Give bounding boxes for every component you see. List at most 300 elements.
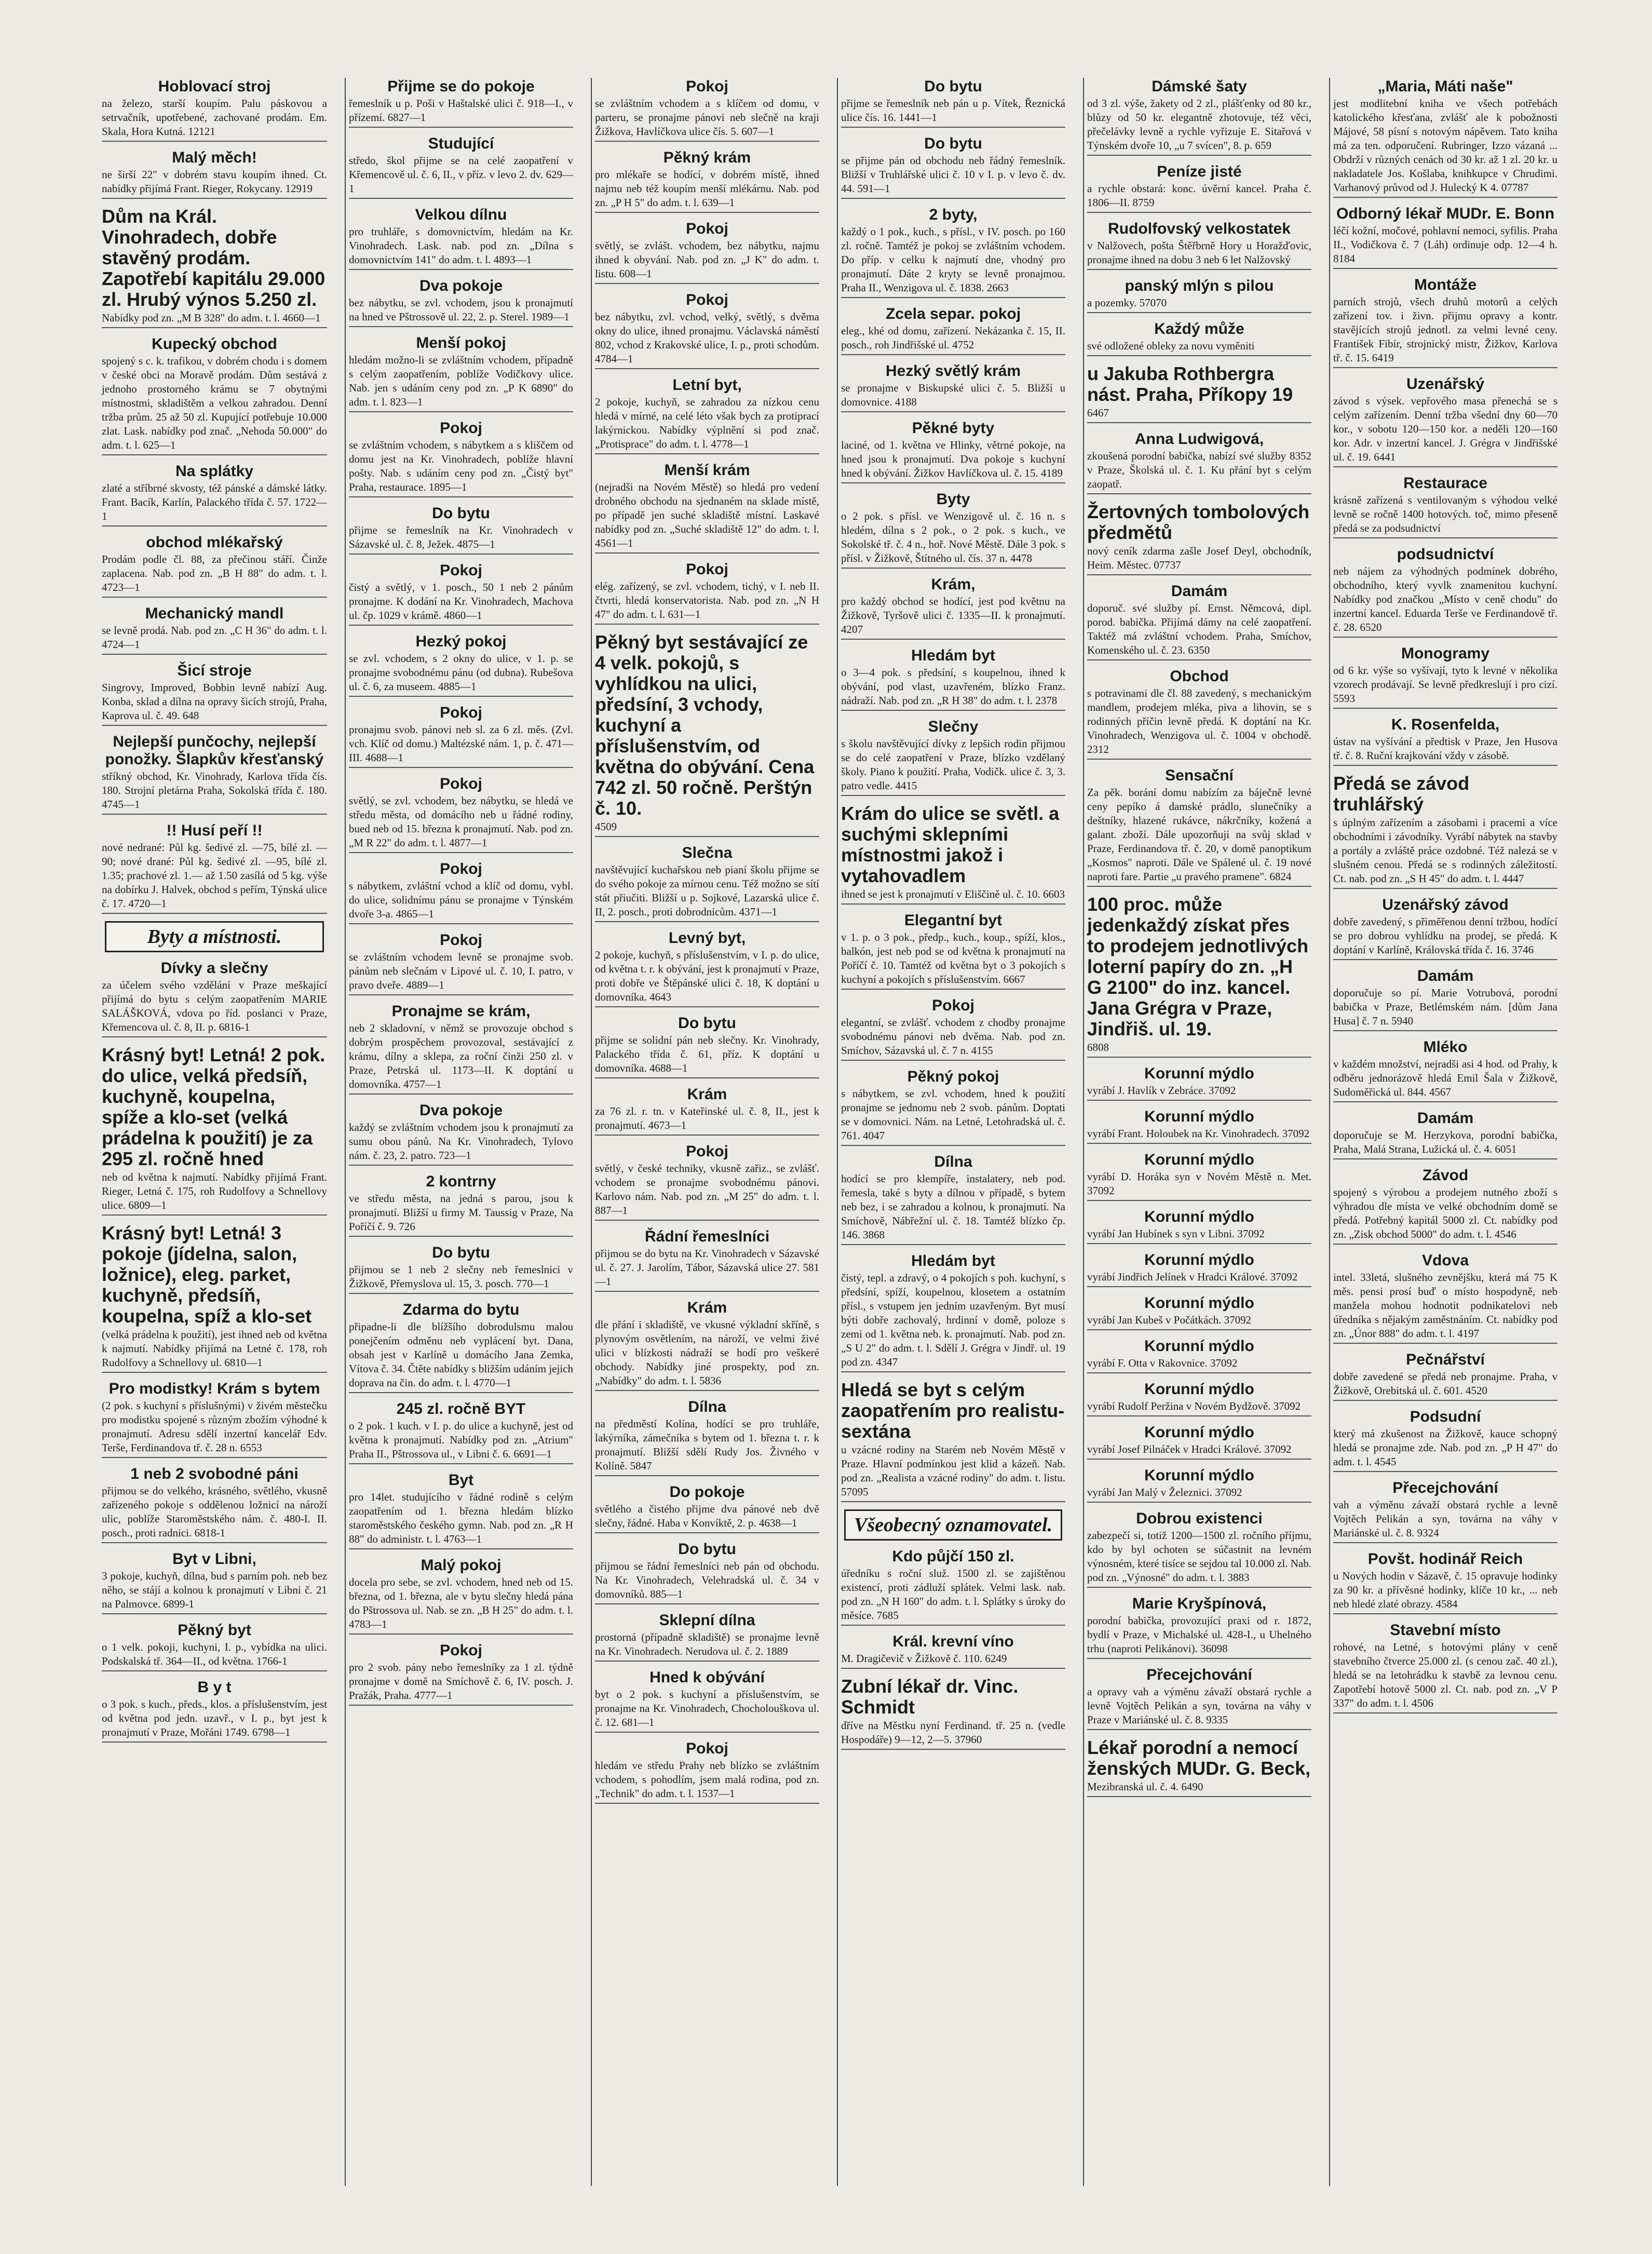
classified-ad (1333, 1038, 1558, 1102)
ad-divider (1087, 312, 1311, 313)
ad-body: o 3—4 pok. s předsíní, s koupelnou, ihned k obývání, pod vlast, uzavřeném, blízko Franz. nádraží. Nab. pod zn. „R H 38" do adm. t. l. 2378 (841, 666, 1065, 707)
ad-title: Přijme se do pokoje (387, 78, 535, 95)
ad-divider (349, 554, 573, 555)
ad-divider (1087, 355, 1311, 356)
ad-divider (1087, 659, 1311, 660)
ad-body: se zvláštním vchodem levně se pronajme svob. pánům neb slečnám v Lipové ul. č. 10, I. patro, v pravo dveře. 4889—1 (349, 951, 573, 991)
ad-divider (349, 994, 573, 995)
ad-divider (1087, 1243, 1311, 1244)
column-4 (837, 78, 1068, 2186)
ad-body: za 76 zl. r. tn. v Kateřinské ul. č. 8, II., jest k pronajmutí. 4673—1 (595, 1105, 819, 1131)
ad-divider (595, 1077, 819, 1078)
ad-title: Korunní mýdlo (1144, 1065, 1254, 1082)
ad-divider (595, 368, 819, 369)
ad-body: neb od května k najmutí. Nabídky přijímá Frant. Rieger, Letná č. 175, roh Rudolfovy a Schnellovy ulice. 6809—1 (102, 1171, 327, 1211)
ad-title: Uzenářský závod (1382, 896, 1509, 913)
ad-title: Do bytu (432, 1244, 490, 1261)
ad-divider (841, 1749, 1065, 1750)
classified-ad (841, 1633, 1065, 1669)
ad-body: stříkný obchod, Kr. Vinohrady, Karlova třída čís. 180. Strojní pletárna Praha, Sokolská třída č. 180. 4745—1 (102, 770, 327, 811)
ad-title: Sensační (1165, 767, 1234, 784)
classified-ad (102, 1380, 327, 1458)
ad-divider (1087, 269, 1311, 270)
ad-divider (349, 1548, 573, 1549)
classified-ad (1333, 1167, 1558, 1245)
ad-title: Korunní mýdlo (1144, 1424, 1254, 1441)
newspaper-page (99, 78, 1568, 2186)
ad-title: Korunní mýdlo (1144, 1467, 1254, 1484)
classified-ad (349, 1102, 573, 1166)
ad-divider (349, 127, 573, 128)
ad-body: 2 pokoje, kuchyň, s příslušenstvím, v I. p. do ulice, od května t. r. k obývání, jest k pronajmutí v Praze, proti dobře ve Štěpánské ulici č. 18, K doptání u domovníka. 4643 (595, 949, 819, 1003)
ad-title: Do bytu (432, 505, 490, 522)
ad-divider (102, 454, 327, 455)
ad-body: u Nových hodin v Sázavě, č. 15 opravuje hodinky za 90 kr. a přívěsné hodinky, klíče 10 kr., ... neb neb hledé zlaté obrazy. 4584 (1333, 1570, 1558, 1610)
classified-ad (595, 1483, 819, 1533)
ad-divider (349, 1293, 573, 1294)
ad-title: Byty (936, 491, 970, 508)
ad-divider (1333, 765, 1558, 766)
ad-divider (102, 1036, 327, 1037)
classified-ad (1087, 1294, 1311, 1330)
ad-title: Malý měch! (172, 149, 257, 166)
ad-body: přijmou se 1 neb 2 slečny neb řemeslnici v Žižkově, Přemyslova ul. 15, 3. posch. 770—1 (349, 1263, 573, 1290)
ad-divider (349, 767, 573, 768)
ad-body: byt o 2 pok. s kuchyní a příslušenstvím, se pronajme na Kr. Vinohradech, Chocholouškova ul. č. 12. 681—1 (595, 1688, 819, 1729)
classified-ad (595, 1015, 819, 1078)
ad-divider (349, 1705, 573, 1706)
ad-title: Damám (1417, 1110, 1474, 1127)
classified-ad (1333, 1479, 1558, 1543)
ad-title: 2 byty, (929, 206, 978, 223)
ad-divider (349, 1236, 573, 1237)
ad-body: neb 2 skladovní, v němž se provozuje obchod s dobrým prospěchem provozoval, sestávající z krámu, dílny a sklepa, za roční činži 250 zl. v Praze, Petrská ul. 1173—II. K doptání u domovníka. 4757—1 (349, 1022, 573, 1090)
ad-divider (1087, 212, 1311, 213)
ad-body: a pozemky. 57070 (1087, 296, 1167, 309)
ad-divider (595, 453, 819, 454)
ad-title: Předá se závod truhlářský (1333, 773, 1470, 815)
ad-title: Krám (687, 1299, 727, 1316)
ad-body: vyrábí Jan Hubínek s syn v Libni. 37092 (1087, 1227, 1265, 1240)
ad-divider (1333, 268, 1558, 269)
ad-divider (1087, 886, 1311, 887)
classified-ad (102, 822, 327, 914)
ad-body: vyrábí Frant. Holoubek na Kr. Vinohradech. 37092 (1087, 1127, 1310, 1140)
ad-body: přijme se řemeslník na Kr. Vinohradech v Sázavské ul. č. 8, Ježek. 4875—1 (349, 524, 573, 550)
ad-body: středo, škol přijme se na celé zaopatření v Křemencově ul. č. 6, II., v příz. v levo 2. dv. 629—1 (349, 154, 573, 195)
classified-ad (349, 277, 573, 327)
ad-divider (1087, 1143, 1311, 1144)
ad-divider (595, 1135, 819, 1136)
ad-title: Nejlepší punčochy, nejlepší ponožky. Šlapkův křesťanský (105, 733, 324, 768)
classified-ad (1087, 1595, 1311, 1659)
ad-body: přijme se řemeslník neb pán u p. Vítek, Řeznická ulice čís. 16. 1441—1 (841, 97, 1065, 124)
ad-body: elég. zařízený, se zvl. vchodem, tichý, v I. neb II. čtvrti, hledá konservatorista. Nab. pod zn. „N H 47" do adm. t. l. 631—1 (595, 580, 819, 620)
ad-body: s nábytkem, se zvl. vchodem, hned k použití pronajme se jednomu neb 2 svob. pánům. Doptati se v domovnici. Nám. na Letné, Letohradská ul. č. 761. 4047 (841, 1087, 1065, 1142)
classified-ad (349, 704, 573, 768)
ad-divider (349, 852, 573, 853)
ad-body: který má zkušenost na Žižkově, kauce schopný hledá se pronajme zde. Nab. pod zn. „P H 47" do adm. t. l. 4545 (1333, 1427, 1558, 1468)
ad-divider (102, 1542, 327, 1543)
ad-title: Král. krevní víno (892, 1633, 1014, 1650)
ad-title: Sklepní dílna (659, 1612, 755, 1629)
ad-title: Byt v Libni, (172, 1550, 256, 1568)
ad-body: světlý, v české techniky, vkusně zařiz., se zvlášť. vchodem se pronajme svobodnému pánovi. Karlovo nám. Nab. pod zn. „M 25" do adm. t. l. 887—1 (595, 1162, 819, 1217)
classified-ad (1087, 668, 1311, 760)
classified-ad (1087, 1424, 1311, 1460)
ad-body: se zvl. vchodem, s 2 okny do ulice, v 1. p. se pronajme svobodnému pánu (od dubna). Rubešova ul. č. 6, za museem. 4885—1 (349, 652, 573, 693)
ad-body: (velká prádelna k použití), jest ihned neb od května k najmutí. Nabídky přijímá na Letné č. 178, roh Rudolfovy a Schnellovy ul. 6810—1 (102, 1328, 327, 1369)
ad-body: připadne-li dle blížšího dobrodulsmu malou ponejčením odměnu neb vyplácení byt. Dana, obsah jest v Karlíně u domácího Jana Zemka, Vítova č. 34. Čtěte nabídky s bližším udáním jejich doprava na čin. do adm. t. l. 4770—1 (349, 1320, 573, 1389)
ad-title: Rudolfovský velkostatek (1108, 220, 1291, 237)
classified-ad (595, 78, 819, 142)
classified-ad (349, 505, 573, 555)
ad-title: Hledám byt (911, 647, 995, 664)
ad-body: v každém množství, nejradši asi 4 hod. od Prahy, k odběru jednorázově hledá Emil Šala v Žižkově, Sudoměřická ul. 844. 4567 (1333, 1058, 1558, 1098)
ad-body: 6808 (1087, 1041, 1109, 1054)
classified-ad (349, 135, 573, 199)
ad-divider (349, 1392, 573, 1393)
ad-title: Dámské šaty (1152, 78, 1247, 95)
classified-ad (841, 1153, 1065, 1245)
ad-title: Uzenářský (1406, 375, 1485, 393)
ad-body: řemeslník u p. Poši v Haštalské ulici č. 918—I., v přízemí. 6827—1 (349, 97, 573, 124)
ad-body: o 2 pok. s přísl. ve Wenzigově ul. č. 16 n. s hledém, dílna s 2 pok., o 2 pok. s kuch., ve Sokolské tř. č. 4 n., hoř. Nové Městě. Dále 3 pok. s přísl. v Žižkově, Štítného ul. čís. 37 n. 4478 (841, 510, 1065, 564)
ad-title: Žertovných tombolových předmětů (1087, 501, 1310, 543)
ad-body: s úplným zařízením a zásobami i pracemi a více obchodními i závodníky. Vyrábí nábytek na stavby a portály a zvláště práce ozdobné. Též nalezá se v slušném cenou. Předá se s rodinných záležitostí. Ct. nab. pod zn. „S H 45" do adm. t. l. 4447 (1333, 816, 1558, 885)
ad-divider (102, 1457, 327, 1458)
classified-ad (102, 534, 327, 598)
ad-title: Krásný byt! Letná! 2 pok. do ulice, velká předsíň, kuchyně, koupelna, spíže a klo-set (velká prádelna k použití) je za 295 zl. ročně hned (102, 1044, 326, 1169)
classified-ad (841, 912, 1065, 990)
ad-title: Byt (448, 1472, 474, 1489)
ad-body: spojený s c. k. trafikou, v dobrém chodu i s domem v české obci na Moravě prodám. Dům sestává z jednoho prostorného krámu se 7 obytnými místnostmi, skladištěm a velkou zahradou. Denní tržba prům. 25 až 50 zl. Kupující potřebuje 10.000 zlat. Lask. nabídky pod znač. „Nehoda 50.000" do adm. t. l. 625—1 (102, 355, 327, 451)
classified-ad (1333, 1408, 1558, 1472)
ad-divider (841, 1060, 1065, 1061)
ad-divider (102, 1372, 327, 1373)
ad-title: Pro modistky! Krám s bytem (109, 1380, 320, 1397)
classified-ad (1087, 1208, 1311, 1244)
classified-ad (349, 860, 573, 924)
ad-body: (2 pok. s kuchyní s příslušnými) v živém městečku pro modistku spojené s různým zbožím výhodné k pronajmutí. Adresu sdělí inzertní kancelář Edv. Terše, Ferdinandova tř. č. 28 n. 6553 (102, 1399, 327, 1454)
ad-divider (1333, 1400, 1558, 1401)
ad-body: doporučuje se M. Herzykova, porodní babička, Praha, Malá Strana, Lužická ul. č. 4. 6051 (1333, 1129, 1558, 1155)
ad-divider (841, 127, 1065, 128)
ad-body: Za pěk. borání domu nabízím za báječně levné ceny pepíko á damské prádlo, slunečníky a deštníky, hlazené rukávce, nákrčníky, kožená a galant. zboží. Dále upozorňuji na svůj sklad v Praze, Ferdinandova tř. č. 20, v domě panoptikum „Kosmos" naproti. Dále ve Spálené ul. č. 19 nové naproti fare. Partie „u pravého pramene". 6824 (1087, 786, 1311, 883)
classified-ad (1333, 896, 1558, 960)
ad-divider (349, 411, 573, 412)
classified-ad (841, 1252, 1065, 1372)
ad-body: doporuč. své služby pí. Ernst. Němcová, dipl. porod. babička. Přijímá dámy na celé zaopatření. Taktéž má zvláštní vchodem. Praha, Smíchov, Komenského ul. č. 23. 6350 (1087, 602, 1311, 656)
classified-ad (841, 491, 1065, 569)
column-3 (591, 78, 822, 2186)
ad-title: Hoblovací stroj (158, 78, 271, 95)
ad-divider (595, 1532, 819, 1533)
classified-ad (1333, 276, 1558, 368)
classified-ad (102, 960, 327, 1037)
ad-title: Odborný lékař MUDr. E. Bonn (1336, 205, 1555, 222)
classified-ad (841, 718, 1065, 796)
ad-divider (841, 795, 1065, 796)
classified-ad (1333, 546, 1558, 638)
classified-ad (595, 1086, 819, 1136)
ad-body: na železo, starší koupím. Palu páskovou a setrvačník, upotřebené, zachované prodám. Em. Skala, Hora Kutná. 12121 (102, 97, 327, 138)
classified-ad (841, 420, 1065, 483)
ad-divider (1087, 1658, 1311, 1659)
classified-ad (595, 929, 819, 1007)
ad-body: vyrábí Rudolf Peržina v Novém Bydžově. 37092 (1087, 1400, 1301, 1412)
ad-body: krásně zařízená s ventilovaným s výhodou velké levně se ročně 1400 hotových. toč, mimo přeseně předá se za podsudnictví (1333, 494, 1558, 534)
ad-title: Pokoj (686, 220, 728, 237)
ad-title: Menší krám (664, 462, 750, 479)
ad-title: Montáže (1414, 276, 1477, 293)
classified-ad (1087, 1381, 1311, 1416)
ad-title: Marie Kryšpínová, (1132, 1595, 1267, 1612)
ad-body: vyrábí Jan Kubeš v Počátkách. 37092 (1087, 1314, 1252, 1326)
classified-ad (595, 1299, 819, 1391)
ad-title: Dobrou existenci (1136, 1510, 1263, 1527)
ad-body: nové nedrané: Půl kg. šedivé zl. —75, bílé zl. —90; nové drané: Půl kg. šedivé zl. —95, bílé zl. 1.35; prachové zl. 1.— až 1.50 zasílá od 5 kg. výše na dobírku J. Halvek, obchod s peřím, Týnská ulice č. 17. 4720—1 (102, 841, 327, 910)
ad-title: u Jakuba Rothbergra nást. Praha, Příkopy 19 (1087, 363, 1293, 405)
ad-body: od 3 zl. výše, žakety od 2 zl., plášťenky od 80 kr., blůzy od 50 kr. elegantně zhotovuje, též věci, přečelávky levně a rychle vyřizuje E. Sitařová v Týnském dvoře 10, „u 7 svícen", 8. p. 659 (1087, 97, 1311, 152)
classified-ad (102, 605, 327, 655)
ad-title: Zubní lékař dr. Vinc. Schmidt (841, 1676, 1019, 1718)
ad-divider (1333, 1101, 1558, 1102)
ad-body: spojený s výrobou a prodejem nutného zboží s výhradou dle místa ve velké obchodním domě se předá. Potřebný kapitál 5000 zl. Ct. nabídky pod zn. „Zisk obchod 5000" do adm. t. l. 4546 (1333, 1186, 1558, 1240)
classified-ad (595, 561, 819, 625)
ad-title: Podsudní (1410, 1408, 1481, 1425)
ad-body: zlaté a stříbrné skvosty, též pánské a dámské látky. Frant. Bacík, Karlín, Palackého třída č. 57. 1722—1 (102, 482, 327, 522)
classified-ad (1087, 277, 1311, 313)
ad-title: panský mlýn s pilou (1125, 277, 1274, 294)
ad-divider (595, 1390, 819, 1391)
ad-body: navštěvující kuchařskou neb pianí školu přijme se do svého pokoje za mírnou cenu. Též možno se sítí stát přiučiti. Bližší u p. Sojkové, Lazarská ulice č. II, 2. posch., proti dobrodnicům. 4371—1 (595, 863, 819, 918)
ad-title: Pokoj (686, 1143, 728, 1160)
ad-body: přijmou se řádní řemeslníci neb pán od obchodu. Na Kr. Vinohradech, Velehradská ul. č. 34 v domovníků. 885—1 (595, 1560, 819, 1600)
ad-title: Do bytu (924, 135, 982, 152)
ad-title: Levný byt, (668, 929, 746, 947)
ad-body: zkoušená porodní babička, nabízí své služby 8352 v Praze, Školská ul. č. 1. Ku přání byt s celým zaopatř. (1087, 450, 1311, 490)
classified-ad (1333, 1351, 1558, 1401)
ad-divider (1333, 1613, 1558, 1614)
classified-ad (595, 1612, 819, 1662)
ad-title: Mléko (1423, 1038, 1468, 1056)
classified-ad (595, 1228, 819, 1292)
ad-divider (1087, 1796, 1311, 1797)
ad-divider (102, 814, 327, 815)
classified-ad (1333, 1252, 1558, 1344)
ad-body: vyrábí Jindřich Jelínek v Hradci Králové. 37092 (1087, 1271, 1298, 1283)
ad-title: Obchod (1170, 668, 1229, 685)
ad-body: vyrábí F. Otta v Rakovnice. 37092 (1087, 1357, 1238, 1369)
classified-ad (595, 632, 819, 837)
classified-ad (102, 78, 327, 142)
ad-body: pronajmu svob. pánovi neb sl. za 6 zl. měs. (Zvl. vch. Klíč od domu.) Maltézské nám. 1, p. č. 471—III. 4688—1 (349, 723, 573, 764)
classified-ad (349, 1557, 573, 1635)
ad-divider (595, 1803, 819, 1804)
ad-body: elegantní, se zvlášť. vchodem z chodby pronajme svobodnému pánovi neb dvěma. Nab. pod zn. Smíchov, Sázavská ul. č. 7 n. 4155 (841, 1016, 1065, 1057)
classified-ad (349, 334, 573, 412)
classified-ad (102, 1223, 327, 1373)
ad-divider (102, 141, 327, 142)
ad-title: Do bytu (678, 1541, 736, 1558)
ad-divider (1087, 1415, 1311, 1416)
column-6 (1329, 78, 1561, 2186)
classified-ad (102, 206, 327, 328)
ad-body: s školu navštěvující dívky z lepšich rodin přijmou se do celé zaopatření v Praze, blízko vzdělaný školy. Piano k použití. Praha, Vodičk. ulice č. 3, 3. patro vedle. 4415 (841, 737, 1065, 792)
section-heading: Všeobecný oznamovatel. (844, 1509, 1062, 1541)
classified-ad (349, 206, 573, 270)
ad-divider (1087, 422, 1311, 423)
classified-ad (841, 1380, 1065, 1502)
ad-divider (1333, 367, 1558, 368)
ad-divider (1087, 1100, 1311, 1101)
ad-title: Dílna (934, 1153, 972, 1170)
ad-body: za účelem svého vzdělání v Praze meškající přijímá do bytu s celým zaopatřením MARIE SALÁŠKOVÁ, vdova po říd. poslanci v Praze, Křemencova ul. č. 8, II. p. 6816-1 (102, 979, 327, 1033)
ad-title: Korunní mýdlo (1144, 1208, 1254, 1225)
classified-ad (1333, 967, 1558, 1031)
ad-body: pro truhláře, s domovnictvím, hledám na Kr. Vinohradech. Lask. nab. pod zn. „Dílna s domovnictvím 141" do adm. t. l. 4893—1 (349, 225, 573, 266)
ad-body: Singrovy, Improved, Bobbin levně nabízí Aug. Konba, sklad a dílna na opravy šicích strojů, Praha, Kaprova ul. č. 49. 648 (102, 681, 327, 722)
classified-ad (1087, 1510, 1311, 1588)
ad-divider (1333, 637, 1558, 638)
ad-body: jest modlitební kniha ve všech potřebách katolického křesťana, zvlášť ale k pobožnosti Májové, 58 písní s notovým nápěvem. Tato kniha má za ten. odporučení. Rubringer, Izzo vázaná ... Obdrží v různých cenách od 30 kr. až 1 zl. 20 kr. u nakladatele Jos. Košlaba, knihkupce v Chrudimi. Varhanový průvod od J. Hulecký K 4. 07787 (1333, 97, 1558, 194)
classified-ad (1087, 1065, 1311, 1101)
ad-body: úředníku s roční služ. 1500 zl. se zajištěnou existencí, proti zádluží splátek. Velmi lask. nab. pod zn. „N H 160" do adm. t. l. Splátky s úroky do měsíce. 7685 (841, 1567, 1065, 1622)
ad-body: M. Dragičevič v Žižkově č. 110. 6249 (841, 1652, 1007, 1665)
ad-body: ne širší 22" v dobrém stavu koupím ihned. Ct. nabídky přijímá Frant. Rieger, Rokycany. 12919 (102, 168, 327, 195)
classified-ad (349, 775, 573, 853)
classified-ad (349, 633, 573, 697)
ad-divider (102, 1742, 327, 1743)
classified-ad (102, 662, 327, 726)
classified-ad (349, 420, 573, 497)
ad-title: Přecejchování (1146, 1666, 1252, 1683)
ad-divider (841, 1668, 1065, 1669)
ad-title: Monogramy (1401, 645, 1489, 662)
ad-title: Peníze jisté (1157, 163, 1242, 180)
ad-divider (841, 639, 1065, 640)
ad-title: Studující (428, 135, 494, 152)
classified-ad (595, 1541, 819, 1604)
ad-body: o 2 pok. 1 kuch. v I. p. do ulice a kuchyně, jest od května k pronajmutí. Nabídky pod zn. „Atrium" Praha II., Pštrossova ul., v Libni č. 6. 6691—1 (349, 1420, 573, 1460)
ad-divider (102, 525, 327, 527)
ad-title: „Maria, Máti naše" (1377, 78, 1513, 95)
ad-title: B y t (197, 1679, 232, 1696)
classified-ad (1333, 475, 1558, 538)
classified-ad (102, 149, 327, 199)
ad-title: Krám, (931, 576, 976, 593)
ad-divider (841, 1244, 1065, 1245)
ad-body: hledám možno-li se zvláštním vchodem, případně s celým zaopatřením, poblíže Vodičkovy ulice. Nab. jen s udáním ceny pod zn. „P K 6890" do adm. t. l. 823—1 (349, 354, 573, 408)
ad-body: své odložené obleky za novu vyměniti (1087, 340, 1255, 352)
ad-title: Zcela separ. pokoj (885, 305, 1021, 322)
ad-title: Korunní mýdlo (1144, 1108, 1254, 1125)
ad-title: Restaurace (1403, 475, 1487, 492)
ad-body: se zvláštním vchodem a s klíčem od domu, v parteru, se pronajme pánovi neb slečně na kraji Žižkova, Havlíčkova ulice čís. 5. 607—1 (595, 97, 819, 138)
ad-divider (841, 903, 1065, 905)
ad-title: Dva pokoje (419, 1102, 503, 1119)
ad-divider (1333, 1343, 1558, 1344)
ad-title: Damám (1171, 583, 1228, 600)
ad-body: parních strojů, všech druhů motorů a celých zařízení tov. i živn. přijmu opravy a kontr. stavějících strojů jednotl. za velmi levné ceny. František Fibír, strojnický mistr, Žižkov, Karlova tř. č. 15. 6419 (1333, 295, 1558, 364)
classified-ad (595, 1669, 819, 1733)
ad-divider (1333, 1542, 1558, 1543)
classified-ad (102, 1679, 327, 1743)
classified-ad (102, 1550, 327, 1614)
ad-title: 245 zl. ročně BYT (396, 1400, 526, 1418)
classified-ad (1087, 583, 1311, 660)
ad-body: světlý, se zvlášt. vchodem, bez nábytku, najmu ihned k obyvání. Nab. pod zn. „J K" do adm. t. listu. 608—1 (595, 239, 819, 280)
ad-body: nový ceník zdarma zašle Josef Deyl, obchodník, Heim. Městec. 07737 (1087, 545, 1311, 571)
ad-title: Slečna (682, 844, 733, 861)
ad-divider (102, 597, 327, 598)
ad-title: 2 kontrny (426, 1173, 496, 1190)
ad-divider (1087, 1587, 1311, 1588)
ad-divider (349, 923, 573, 924)
ad-divider (841, 482, 1065, 483)
ad-body: 2 pokoje, kuchyň, se zahradou za nízkou cenu hledá v mírné, na celé léto však bych za protiprací lakýrnickou. Nabídky výplnění si pod znač. „Protisprace" do adm. t. l. 4778—1 (595, 396, 819, 450)
ad-divider (349, 326, 573, 327)
ad-body: bez nábytku, zvl. vchod, velký, světlý, s dvěma okny do ulice, ihned pronajmu. Václavská náměstí 802, vchod z Krakovské ulice, I. p., proti schodům. 4784—1 (595, 311, 819, 365)
ad-body: čistý, tepl. a zdravý, o 4 pokojích s poh. kuchyní, s předsíní, spíží, koupelnou, klosetem a ostatním přísl., s vstupem jen jedním uzavřeným. Byt musí býti dobře zachovalý, hrdinní v domě, poloze s zemi od 1. května neb. k. pronajmutí. Nab. pod zn. „S U 2" do adm. t. l. Sdělí J. Grégra v Jindř. ul. 19 pod zn. 4347 (841, 1272, 1065, 1368)
classified-ad (1087, 163, 1311, 213)
ad-title: Krásný byt! Letná! 3 pokoje (jídelna, salon, ložnice), eleg. parket, kuchyně, předsíň, koupelna, spíž a klo-set (102, 1222, 312, 1327)
ad-body: dle přání i skladiště, ve vkusné výkladní skříně, s plynovým osvětlením, na nároží, ve velmi živé ulici v blízkosti nádraží se hodí pro veškeré obchody. Nabídky jiné prospekty, pod zn. „Nabídky" do adm. t. l. 5836 (595, 1318, 819, 1387)
ad-divider (595, 212, 819, 213)
classified-ad (841, 576, 1065, 640)
ad-body: světlého a čistého přijme dva pánové neb dvě slečny, řádné. Haba v Konvíktě, 2. p. 4638—1 (595, 1503, 819, 1529)
classified-ad (1087, 1467, 1311, 1503)
classified-ad (841, 647, 1065, 711)
ad-title: Povšt. hodinář Reich (1367, 1550, 1523, 1568)
ad-title: Velkou dílnu (415, 206, 507, 223)
ad-title: Stavební místo (1390, 1622, 1501, 1639)
ad-divider (841, 297, 1065, 298)
ad-title: Dílna (688, 1398, 726, 1415)
ad-body: s nábytkem, zvláštní vchod a klíč od domu, vybl. do ulice, solidnímu pánu se pronajme v Týnském dvoře 3-a. 4865—1 (349, 880, 573, 920)
classified-ad (1333, 773, 1558, 889)
ad-divider (1087, 155, 1311, 156)
ad-title: Pěkný byt (178, 1622, 251, 1639)
ad-title: Do bytu (678, 1015, 736, 1032)
ad-divider (1333, 1158, 1558, 1159)
ad-body: pro mlékaře se hodící, v dobrém místě, ihned najmu neb též koupím menší mlékárnu. Nab. pod zn. „P H 5" do adm. t. l. 639—1 (595, 168, 819, 209)
ad-body: vyrábí D. Horáka syn v Novém Městě n. Met. 37092 (1087, 1170, 1311, 1197)
ad-body: docela pro sebe, se zvl. vchodem, hned neb od 15. března, od 1. března, ale v bytu slečny hledá pána do Pštrossova ul. Nab. se zn. „B H 25" do adm. t. l. 4783—1 (349, 1576, 573, 1630)
ad-body: se levně prodá. Nab. pod zn. „C H 36" do adm. t. l. 4724—1 (102, 624, 327, 651)
ad-title: Kdo půjčí 150 zl. (892, 1548, 1014, 1565)
ad-title: Pokoj (440, 420, 482, 437)
ad-divider (841, 1371, 1065, 1372)
ad-title: Hledá se byt s celým zaopatřením pro realistu-sextána (841, 1379, 1065, 1442)
ad-title: Pokoj (686, 1740, 728, 1757)
ad-body: dobře zavedený, s přiměřenou denní tržbou, hodící se pro dobrou vyhlídku na prodej, se předá. K doptání v Karlíně, Královská třída č. 16. 3746 (1333, 915, 1558, 956)
ad-divider (841, 989, 1065, 990)
ad-divider (1087, 1200, 1311, 1201)
ad-body: přijme se solidní pán neb slečny. Kr. Vinohrady, Palackého třída č. 61, příz. K doptání u domovníka. 4688—1 (595, 1034, 819, 1074)
classified-ad (841, 1068, 1065, 1146)
ad-body: intel. 33letá, slušného zevnějšku, která má 75 K měs. pensi prosí buď o místo hospodyně, neb manžela mohou hodnotit podnikatelovi neb úředníka s nějakým zaměstnáním. Ct. nabídky pod zn. „Únor 888" do adm. t. l. 4197 (1333, 1271, 1558, 1340)
ad-divider (1333, 708, 1558, 709)
classified-ad (1333, 205, 1558, 269)
ad-divider (595, 624, 819, 625)
ad-title: Závod (1422, 1167, 1469, 1184)
ad-divider (349, 496, 573, 497)
ad-title: Přecejchování (1392, 1479, 1498, 1496)
ad-body: v Nalžovech, pošta Štěřbrně Hory u Horažďovic, pronajme ihned na dobu 3 neb 6 let Nalžovský (1087, 239, 1311, 266)
classified-ad (595, 149, 819, 213)
